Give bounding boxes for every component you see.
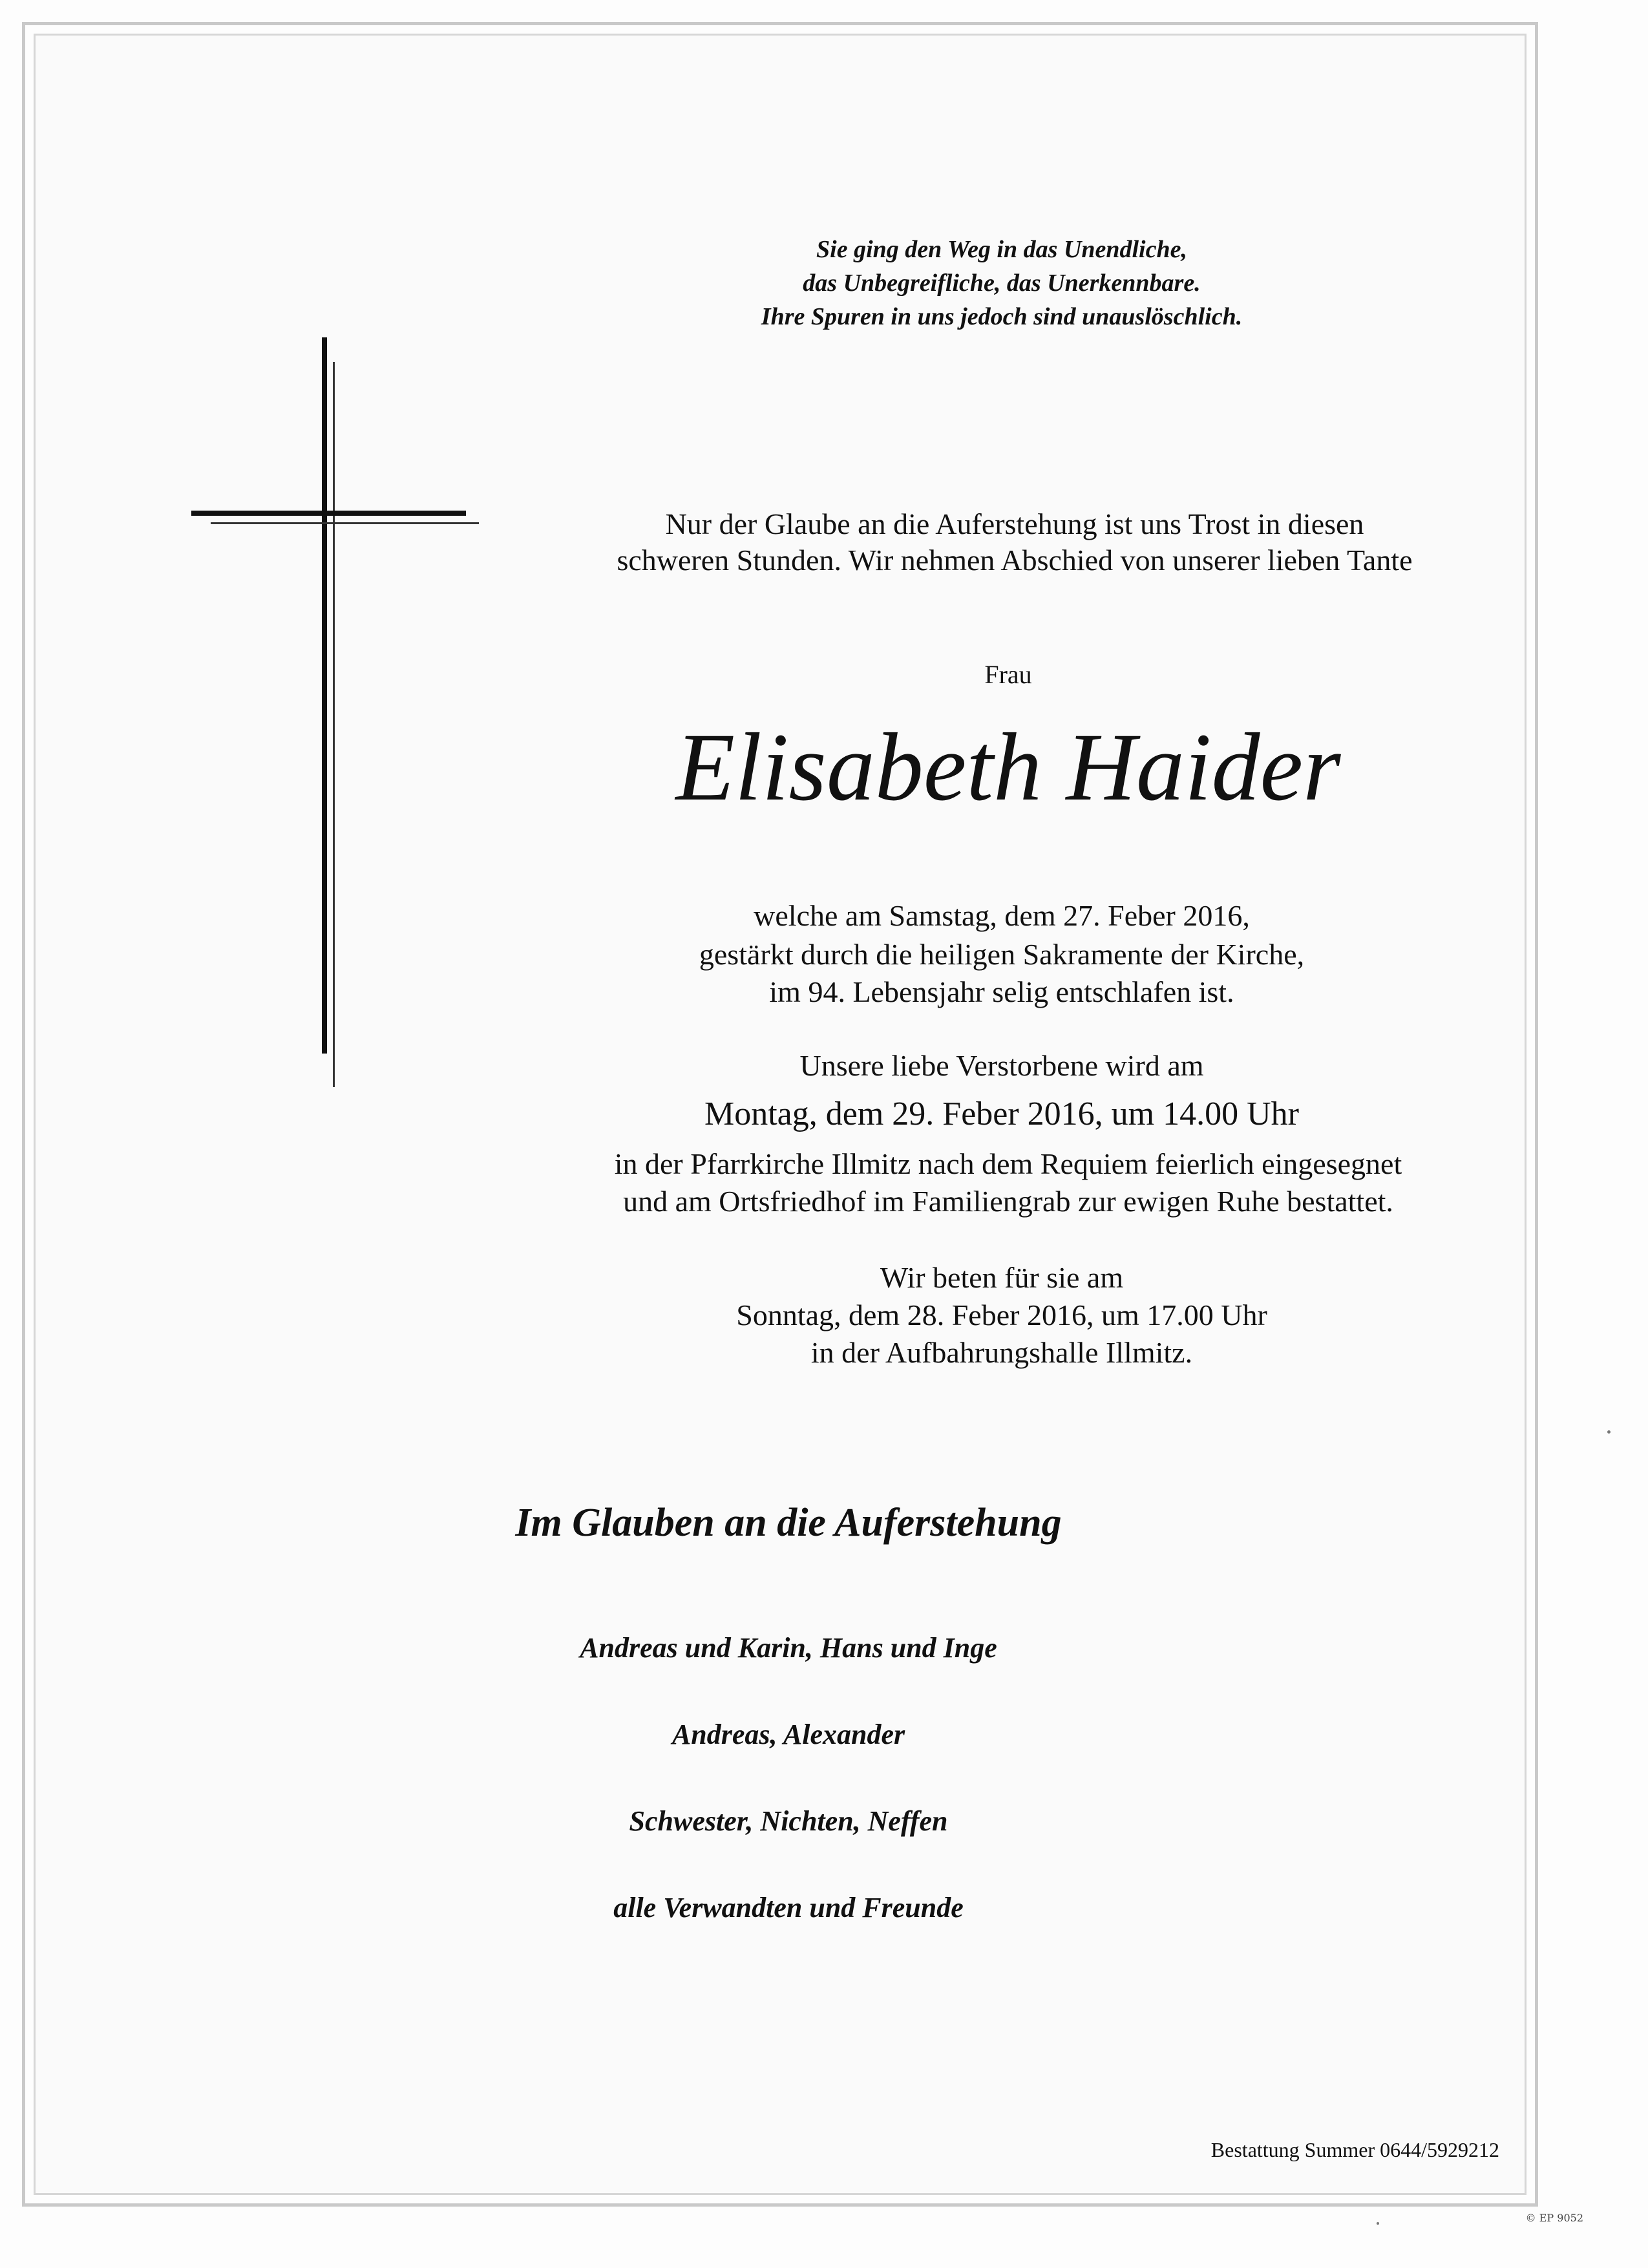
motto-line-1: Sie ging den Weg in das Unendliche,	[816, 236, 1187, 263]
salutation: Frau	[984, 660, 1032, 689]
death-notice-line-1: welche am Samstag, dem 27. Feber 2016,	[754, 899, 1250, 932]
paper-speck	[1377, 2222, 1379, 2225]
paper-speck	[1607, 1430, 1611, 1434]
funeral-date: Montag, dem 29. Feber 2016, um 14.00 Uhr	[704, 1096, 1299, 1132]
belief-heading: Im Glauben an die Auferstehung	[515, 1501, 1062, 1545]
prayer-line-2: Sonntag, dem 28. Feber 2016, um 17.00 Uhr	[736, 1298, 1267, 1331]
print-code: © EP 9052	[1525, 2212, 1583, 2224]
deceased-name: Elisabeth Haider	[675, 714, 1341, 821]
motto-line-3: Ihre Spuren in uns jedoch sind unauslöschlich.	[761, 303, 1243, 330]
prayer-line-1: Wir beten für sie am	[880, 1261, 1124, 1294]
funeral-detail-line-2: und am Ortsfriedhof im Familiengrab zur ewigen Ruhe bestattet.	[623, 1185, 1393, 1218]
death-notice-line-3: im 94. Lebensjahr selig entschlafen ist.	[769, 975, 1234, 1008]
undertaker-contact: Bestattung Summer 0644/5929212	[1210, 2138, 1499, 2161]
mourner-line-1: Andreas und Karin, Hans und Inge	[580, 1632, 997, 1664]
motto-line-2: das Unbegreifliche, das Unerkennbare.	[803, 270, 1201, 297]
funeral-lead: Unsere liebe Verstorbene wird am	[799, 1049, 1204, 1082]
mourner-line-3: Schwester, Nichten, Neffen	[629, 1805, 948, 1837]
mourner-line-2: Andreas, Alexander	[671, 1719, 905, 1750]
funeral-detail-line-1: in der Pfarrkirche Illmitz nach dem Requiem feierlich eingesegnet	[614, 1147, 1402, 1180]
death-notice-line-2: gestärkt durch die heiligen Sakramente der Kirche,	[699, 938, 1305, 971]
intro-line-1: Nur der Glaube an die Auferstehung ist uns Trost in diesen	[665, 507, 1364, 540]
prayer-line-3: in der Aufbahrungshalle Illmitz.	[810, 1336, 1193, 1369]
intro-line-2: schweren Stunden. Wir nehmen Abschied von unserer lieben Tante	[617, 544, 1413, 577]
mourner-line-4: alle Verwandten und Freunde	[613, 1892, 964, 1924]
